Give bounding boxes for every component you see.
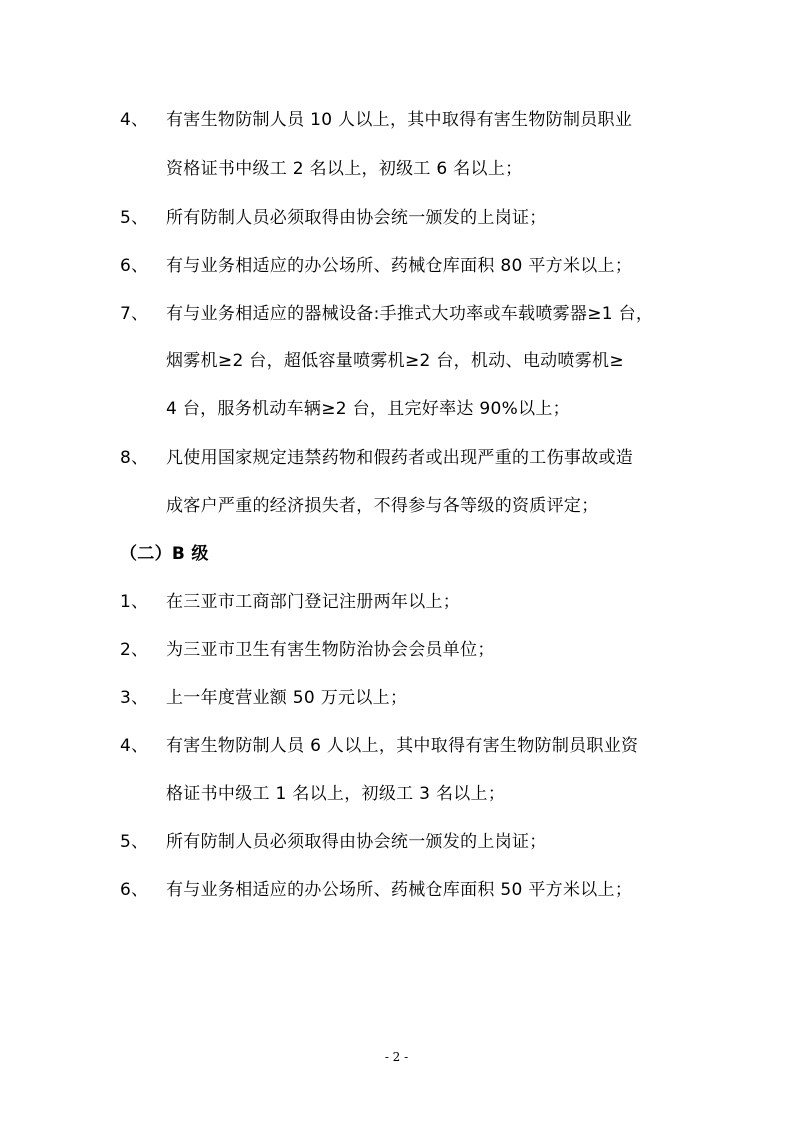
item-text: 有害生物防制人员 6 人以上，其中取得有害生物防制员职业资: [166, 736, 639, 756]
item-number: 6、: [120, 256, 149, 276]
item-continuation: 烟雾机≥2 台，超低容量喷雾机≥2 台，机动、电动喷雾机≥: [166, 351, 624, 371]
page-number: - 2 -: [384, 1050, 409, 1064]
item-number: 2、: [120, 640, 149, 660]
item-number: 4、: [120, 110, 149, 130]
item-text: 为三亚市卫生有害生物防治协会会员单位；: [166, 640, 495, 660]
item-number: 5、: [120, 208, 149, 228]
item-continuation: 4 台，服务机动车辆≥2 台，且完好率达 90%以上；: [166, 399, 570, 419]
item-number: 4、: [120, 736, 149, 756]
item-text: 有与业务相适应的器械设备:手推式大功率或车载喷雾器≥1 台，: [166, 304, 654, 324]
item-text: 上一年度营业额 50 万元以上；: [166, 688, 408, 708]
item-text: 有与业务相适应的办公场所、药械仓库面积 80 平方米以上；: [166, 256, 633, 276]
item-continuation: 资格证书中级工 2 名以上，初级工 6 名以上；: [166, 159, 523, 179]
item-continuation: 成客户严重的经济损失者，不得参与各等级的资质评定；: [166, 496, 599, 516]
item-text: 有害生物防制人员 10 人以上，其中取得有害生物防制员职业: [166, 110, 633, 130]
item-text: 有与业务相适应的办公场所、药械仓库面积 50 平方米以上；: [166, 880, 633, 900]
item-text: 所有防制人员必须取得由协会统一颁发的上岗证；: [166, 832, 547, 852]
section-heading: （二）B 级: [120, 544, 209, 564]
item-number: 5、: [120, 832, 149, 852]
item-number: 3、: [120, 688, 149, 708]
item-text: 在三亚市工商部门登记注册两年以上；: [166, 592, 461, 612]
item-number: 8、: [120, 448, 149, 468]
item-text: 所有防制人员必须取得由协会统一颁发的上岗证；: [166, 208, 547, 228]
item-number: 7、: [120, 304, 149, 324]
item-number: 6、: [120, 880, 149, 900]
item-text: 凡使用国家规定违禁药物和假药者或出现严重的工伤事故或造: [166, 448, 634, 468]
item-continuation: 格证书中级工 1 名以上，初级工 3 名以上；: [166, 784, 506, 804]
item-number: 1、: [120, 592, 149, 612]
